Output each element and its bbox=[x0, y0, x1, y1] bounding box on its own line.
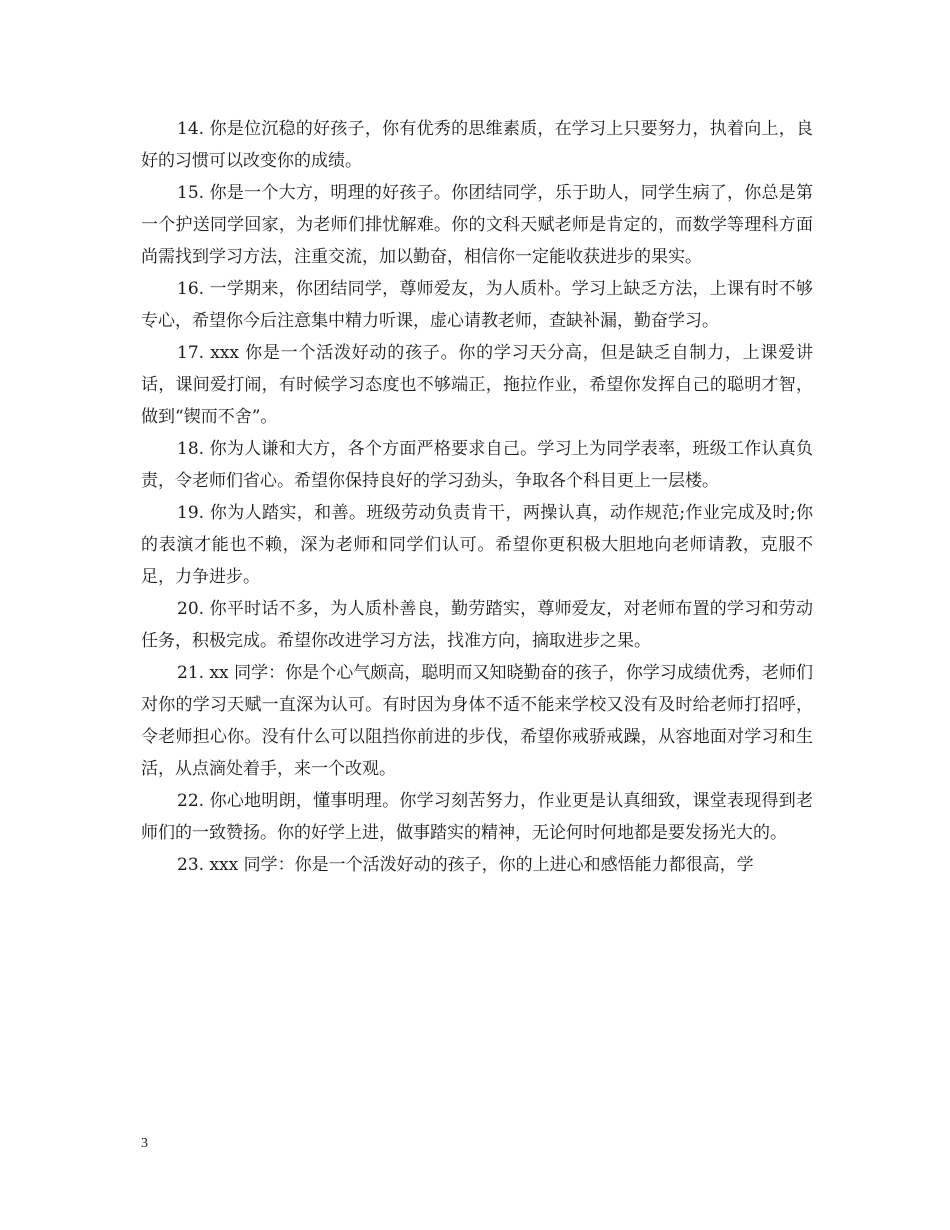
comment-paragraph-16: 16. 一学期来，你团结同学，尊师爱友，为人质朴。学习上缺乏方法，上课有时不够专心，希望你今后注意集中精力听课，虚心请教老师，查缺补漏，勤奋学习。 bbox=[141, 279, 813, 331]
comment-paragraph-17: 17. xxx 你是一个活泼好动的孩子。你的学习天分高，但是缺乏自制力，上课爱讲话，课间爱打闹，有时候学习态度也不够端正，拖拉作业，希望你发挥自己的聪明才智，做到“锲而不舍”。 bbox=[141, 343, 813, 427]
comment-paragraph-15: 15. 你是一个大方，明理的好孩子。你团结同学，乐于助人，同学生病了，你总是第一个护送同学回家，为老师们排忧解难。你的文科天赋老师是肯定的，而数学等理科方面尚需找到学习方法，注重交流，加以勤奋，相信你一定能收获进步的果实。 bbox=[141, 183, 813, 267]
comment-paragraph-23: 23. xxx 同学：你是一个活泼好动的孩子，你的上进心和感悟能力都很高，学 bbox=[177, 855, 754, 875]
comment-paragraph-14: 14. 你是位沉稳的好孩子，你有优秀的思维素质，在学习上只要努力，执着向上，良好的习惯可以改变你的成绩。 bbox=[141, 119, 813, 171]
comment-paragraph-21: 21. xx 同学：你是个心气颇高，聪明而又知晓勤奋的孩子，你学习成绩优秀，老师们对你的学习天赋一直深为认可。有时因为身体不适不能来学校又没有及时给老师打招呼，令老师担心你。没有什么可以阻挡你前进的步伐，希望你戒骄戒躁，从容地面对学习和生活，从点滴处着手，来一个改观。 bbox=[141, 663, 813, 779]
comment-paragraph-19: 19. 你为人踏实，和善。班级劳动负责肯干，两操认真，动作规范;作业完成及时;你的表演才能也不赖，深为老师和同学们认可。希望你更积极大胆地向老师请教，克服不足，力争进步。 bbox=[141, 503, 813, 587]
comment-paragraph-20: 20. 你平时话不多，为人质朴善良，勤劳踏实，尊师爱友，对老师布置的学习和劳动任务，积极完成。希望你改进学习方法，找准方向，摘取进步之果。 bbox=[141, 599, 813, 651]
comment-paragraph-18: 18. 你为人谦和大方，各个方面严格要求自己。学习上为同学表率，班级工作认真负责，令老师们省心。希望你保持良好的学习劲头，争取各个科目更上一层楼。 bbox=[141, 439, 813, 491]
document-body bbox=[141, 113, 813, 881]
comment-paragraph-22: 22. 你心地明朗，懂事明理。你学习刻苦努力，作业更是认真细致，课堂表现得到老师们的一致赞扬。你的好学上进，做事踏实的精神，无论何时何地都是要发扬光大的。 bbox=[141, 791, 813, 843]
page-number: 3 bbox=[141, 1136, 148, 1151]
